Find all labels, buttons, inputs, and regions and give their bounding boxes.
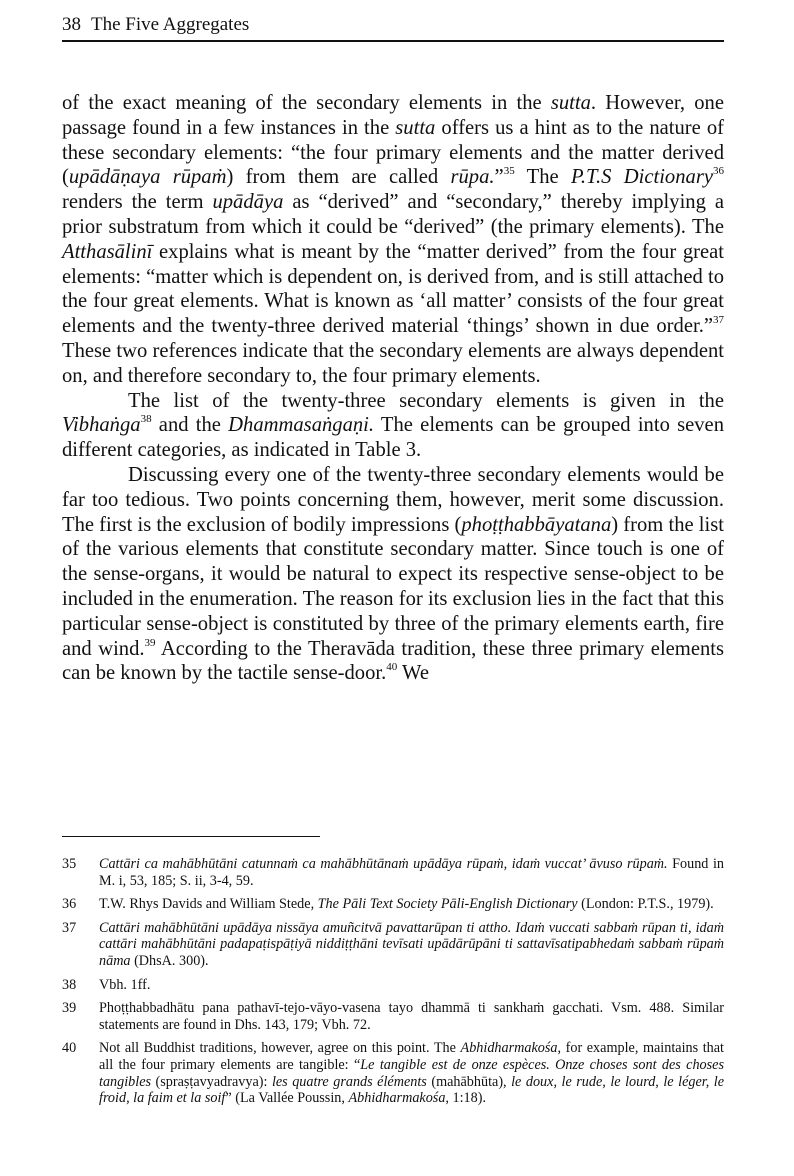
text-run: ”: [494, 166, 504, 189]
footnote-number: 39: [62, 1000, 77, 1017]
footnote: [62, 977, 724, 994]
italic-text: P.T.S Dictionary: [570, 166, 713, 189]
footnote-divider: [62, 836, 320, 837]
footnote-ref: 39: [144, 636, 156, 649]
footnote-number: 36: [62, 896, 77, 913]
footnote-ref: 35: [503, 165, 515, 178]
italic-text: sutta: [395, 116, 436, 139]
text-run: explains what is meant by the “matter derived” from the four great elements: “matter which is dependent on, is derived from, and is still attached to the four great elements. What is known as ‘all matter’ consists of the four great elements and the twenty-three derived material ‘things’ shown in due order.”: [62, 240, 724, 338]
paragraph: [62, 389, 724, 463]
text-run: (DhsA. 300).: [130, 952, 209, 969]
italic-text: Le tangible est de onze espèces. Onze choses sont des choses tangibles: [99, 1056, 724, 1090]
main-text: [62, 91, 724, 686]
text-run: ) from the list of the various elements that constitute secondary matter. Since touch is one of the sense-organs, it would be natural to expect its respective sense-object to be included in the enumeration. The reason for its exclusion lies in the fact that this particular sense-object is constituted by three of the primary elements earth, fire and wind.: [62, 513, 724, 660]
italic-text: Abhidharmakośa: [348, 1090, 446, 1107]
footnote: [62, 1000, 724, 1033]
footnote-ref: 37: [713, 314, 724, 327]
text-run: The elements can be grouped into seven different categories, as indicated in Table 3.: [62, 414, 724, 462]
text-run: as “derived” and “secondary,” thereby implying a prior substratum from which it could be “derived” (the primary elements). The: [62, 191, 724, 238]
text-run: We: [397, 662, 429, 685]
italic-text: rūpa.: [450, 166, 495, 189]
italic-text: les quatre grands éléments: [271, 1073, 427, 1090]
footnote-text: [99, 920, 724, 969]
text-run: offers us a hint as to the nature of these secondary elements: “the four primary elements and the matter derived (: [62, 116, 724, 189]
footnote: [62, 856, 724, 889]
italic-text: Abhidharmakośa: [460, 1040, 558, 1057]
text-run: Phoṭṭhabbadhātu pana pathavī-tejo-vāyo-vasena tayo dhammā ti sankhaṁ gacchati. Vsm. 488. Similar statements are found in Dhs. 143, 179; Vbh. 72.: [99, 1000, 724, 1033]
text-run: Found in M. i, 53, 185; S. ii, 3-4, 59.: [99, 856, 724, 889]
footnote-ref: 38: [140, 413, 152, 426]
text-run: , 1:18).: [445, 1090, 487, 1107]
paragraph: [62, 463, 724, 686]
footnote-text: [99, 896, 714, 912]
footnote-text: [99, 1040, 724, 1106]
italic-text: le doux, le rude, le lourd, le léger, le froid, la faim et la soif: [99, 1073, 725, 1107]
text-run: and the: [151, 414, 229, 437]
footnote-text: [99, 1000, 724, 1033]
text-run: Not all Buddhist traditions, however, agree on this point. The: [99, 1040, 461, 1057]
text-run: Vbh. 1ff.: [99, 976, 151, 993]
italic-text: Cattāri mahābhūtāni upādāya nissāya amuñcitvā pavattarūpan ti attho. Idaṁ vuccati sabbaṁ rūpan ti, idaṁ cattāri mahābhūtāni padapaṭispāṭiyā niddiṭṭhāni tevīsati upādārūpāni ti sattavīsatipabhedaṁ sabbaṁ rūpaṁ nāma: [99, 919, 724, 969]
text-run: of the exact meaning of the secondary elements in the: [62, 92, 551, 114]
text-run: , for example, maintains that all the four primary elements are tangible: “: [99, 1040, 724, 1073]
italic-text: phoṭṭhabbāyatana: [461, 513, 612, 536]
footnote-number: 35: [62, 856, 77, 872]
text-run: . However, one passage found in a few instances in the: [62, 92, 724, 139]
footnote-ref: 40: [386, 661, 398, 674]
italic-text: Dhammasaṅgaṇi.: [228, 414, 375, 437]
text-run: ) from them are called: [226, 166, 451, 189]
footnote: [62, 1040, 724, 1106]
italic-text: Cattāri ca mahābhūtāni catunnaṁ ca mahābhūtānaṁ upādāya rūpaṁ, idaṁ vuccat’ āvuso rūpaṁ.: [99, 856, 668, 872]
paragraph: [62, 91, 724, 389]
footnote: [62, 896, 724, 913]
italic-text: Atthasālinī: [62, 240, 153, 263]
text-run: The: [514, 166, 571, 189]
footnotes: [62, 856, 724, 1114]
running-title: The Five Aggregates: [91, 14, 250, 35]
italic-text: upādāṇaya rūpaṁ: [68, 166, 227, 189]
italic-text: Vibhaṅga: [62, 414, 141, 437]
running-header: [62, 14, 724, 42]
footnote-number: 40: [62, 1040, 77, 1057]
italic-text: upādāya: [212, 191, 284, 214]
page-number: 38: [62, 14, 81, 35]
italic-text: The Pāli Text Society Pāli-English Dictionary: [317, 896, 578, 913]
text-run: ” (La Vallée Poussin,: [225, 1090, 349, 1107]
footnote-number: 37: [62, 919, 77, 936]
text-run: T.W. Rhys Davids and William Stede,: [99, 896, 318, 913]
footnote-text: [99, 977, 150, 993]
text-run: (mahābhūta),: [426, 1073, 512, 1090]
footnote-ref: 36: [712, 165, 724, 178]
italic-text: sutta: [550, 92, 591, 114]
text-run: The list of the twenty-three secondary elements is given in the: [128, 389, 724, 412]
footnote: [62, 920, 724, 970]
footnote-number: 38: [62, 976, 77, 993]
text-run: These two references indicate that the secondary elements are always dependent on, and therefore secondary to, the four primary elements.: [62, 339, 724, 387]
text-run: renders the term: [62, 191, 213, 214]
text-run: According to the Theravāda tradition, these three primary elements can be known by the tactile sense-door.: [62, 637, 724, 685]
footnote-text: [99, 856, 724, 889]
text-run: Discussing every one of the twenty-three secondary elements would be far too tedious. Two points concerning them, however, merit some discussion. The first is the exclusion of bodily impressions (: [62, 463, 724, 536]
text-run: (London: P.T.S., 1979).: [577, 896, 714, 913]
text-run: (spraṣṭavyadravya):: [151, 1073, 272, 1090]
